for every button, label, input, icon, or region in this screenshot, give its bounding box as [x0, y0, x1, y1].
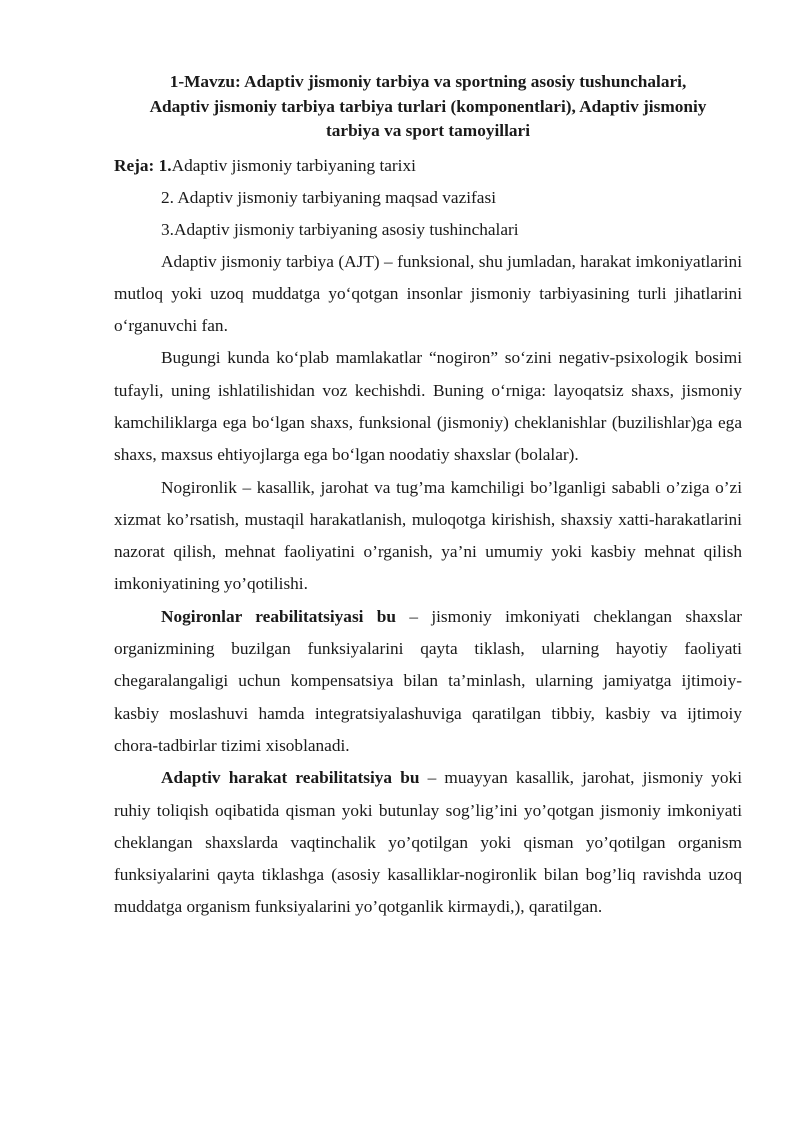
plan-item-3: [114, 214, 742, 246]
title-line-3: tarbiya va sport tamoyillari: [326, 121, 530, 140]
paragraph-term: Adaptiv harakat reabilitatsiya bu: [161, 768, 420, 788]
paragraph-term: Nogironlar reabilitatsiyasi bu: [161, 606, 397, 626]
document-page: [114, 70, 742, 924]
plan-section: [114, 150, 742, 246]
paragraph-text: Adaptiv jismoniy tarbiya (AJT) – funksional, shu jumladan, harakat imkoniyatlarini mutloq yoki uzoq muddatga yo‘qotgan insonlar jismoniy tarbiyasining turli jihatlarini o‘rganuvchi fan.: [114, 251, 742, 336]
paragraph-text: – muayyan kasallik, jarohat, jismoniy yoki ruhiy toliqish oqibatida qisman yoki butunlay sog’lig’ini yo’qotgan jismoniy imkoniyati cheklangan shaxslarda vaqtinchalik yo’qotilgan yoki qisman yo’qotilgan organism funksiyalarini qayta tiklashga (asosiy kasalliklar-nogironlik bilan bog’liq ravishda uzoq muddatga organism funksiyalarini yo’qotganlik kirmaydi,), qaratilgan.: [114, 768, 743, 917]
title-line-2: Adaptiv jismoniy tarbiya tarbiya turlari (komponentlari), Adaptiv jismoniy: [149, 96, 707, 116]
paragraph-ajt-definition: [114, 246, 742, 343]
document-title: [114, 70, 742, 144]
plan-item-text: 2. Adaptiv jismoniy tarbiyaning maqsad vazifasi: [161, 187, 497, 207]
paragraph-disability-definition: [114, 472, 742, 601]
plan-item-text: 3.Adaptiv jismoniy tarbiyaning asosiy tushinchalari: [161, 219, 519, 239]
paragraph-text: Nogironlik – kasallik, jarohat va tug’ma kamchiligi bo’lganligi sababli o’ziga o’zi xizmat ko’rsatish, mustaqil harakatlanish, muloqotga kirishish, shaxsiy xatti-harakatlarini nazorat qilish, mehnat faoliyatini o’rganish, ya’ni umumiy yoki kasbiy mehnat qilish imkoniyatining yo’qotilishi.: [114, 477, 742, 594]
plan-item-text: Adaptiv jismoniy tarbiyaning tarixi: [171, 155, 416, 175]
paragraph-text: – jismoniy imkoniyati cheklangan shaxslar organizmining buzilgan funksiyalarini qayta tiklash, ularning hayotiy faoliyati chegaralangaligi uchun kompensatsiya bilan ta’minlash, ularning jamiyatga ijtimoiy-kasbiy moslashuvi hamda integratsiyalashuviga qaratilgan tibbiy, kasbiy va ijtimoiy chora-tadbirlar tizimi xisoblanadi.: [114, 606, 742, 755]
paragraph-adaptive-rehabilitation: [114, 762, 742, 923]
plan-item-number: 1.: [158, 155, 172, 175]
paragraph-text: Bugungi kunda ko‘plab mamlakatlar “nogiron” so‘zini negativ-psixologik bosimi tufayli, uning ishlatilishidan voz kechishdi. Buning o‘rniga: layoqatsiz shaxs, jismoniy kamchiliklarga ega bo‘lgan shaxs, funksional (jismoniy) cheklanishlar (buzilishlar)ga ega shaxs, maxsus ehtiyojlarga ega bo‘lgan noodatiy shaxslar (bolalar).: [114, 348, 742, 465]
paragraph-rehabilitation: [114, 601, 742, 762]
plan-label: Reja:: [114, 155, 155, 175]
paragraph-terminology: [114, 342, 742, 471]
plan-item-2: [114, 182, 742, 214]
plan-item-1: [114, 150, 742, 182]
title-line-1: 1-Mavzu: Adaptiv jismoniy tarbiya va sportning asosiy tushunchalari,: [169, 72, 687, 91]
